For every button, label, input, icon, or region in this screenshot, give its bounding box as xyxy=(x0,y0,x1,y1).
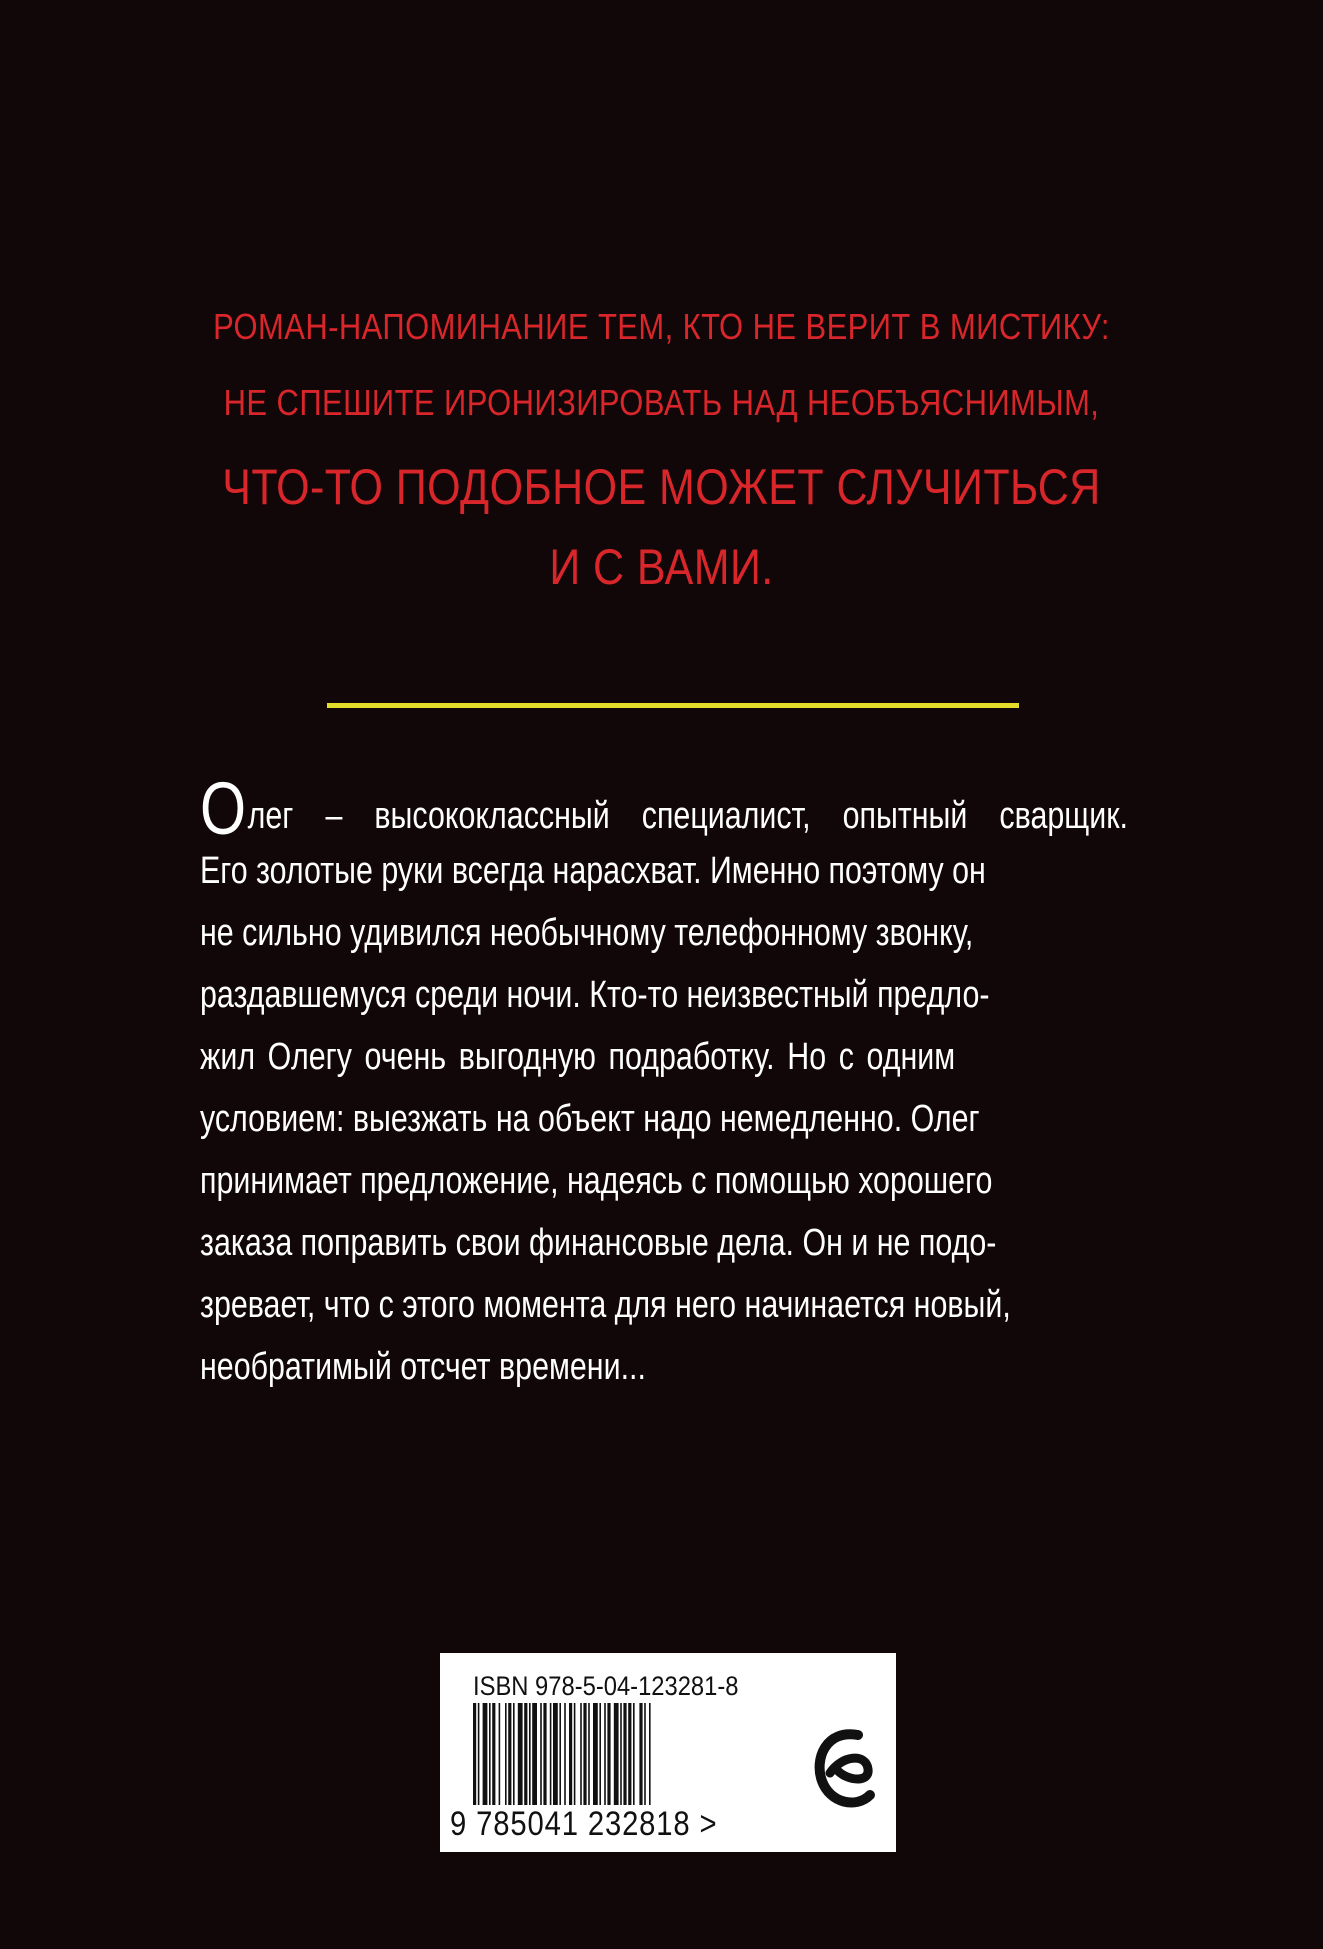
annotation-line-9: зревает, что с этого момента для него начинается новый, xyxy=(200,1284,1011,1326)
tagline-line-1: РОМАН-НАПОМИНАНИЕ ТЕМ, КТО НЕ ВЕРИТ В МИСТИКУ: xyxy=(213,306,1110,347)
tagline-line-2: НЕ СПЕШИТЕ ИРОНИЗИРОВАТЬ НАД НЕОБЪЯСНИМЫМ, xyxy=(223,382,1100,423)
annotation-line-4: раздавшемуся среди ночи. Кто-то неизвестный предло- xyxy=(200,974,990,1016)
tagline-line-4: И С ВАМИ. xyxy=(549,539,774,595)
annotation-line-1 xyxy=(200,767,1128,850)
annotation-line-7: принимает предложение, надеясь с помощью хорошего xyxy=(200,1160,993,1202)
barcode-digits: 9 785041 232818 > xyxy=(450,1805,718,1843)
isbn-barcode-block xyxy=(440,1653,896,1852)
eksmo-logo-icon xyxy=(808,1715,878,1825)
yellow-divider xyxy=(327,703,1019,708)
isbn-label: ISBN 978-5-04-123281-8 xyxy=(473,1671,739,1701)
annotation-line-5: жил Олегу очень выгодную подработку. Но с одним xyxy=(200,1036,956,1078)
drop-cap: О xyxy=(200,767,247,850)
annotation-line-2: Его золотые руки всегда нарасхват. Именно поэтому он xyxy=(200,850,986,892)
tagline-line-3: ЧТО-ТО ПОДОБНОЕ МОЖЕТ СЛУЧИТЬСЯ xyxy=(222,459,1101,515)
annotation-line-3: не сильно удивился необычному телефонному звонку, xyxy=(200,912,974,954)
annotation-line-1-text: лег – высококлассный специалист, опытный сварщик. xyxy=(247,795,1128,837)
annotation-line-6: условием: выезжать на объект надо немедленно. Олег xyxy=(200,1098,980,1140)
annotation-line-10: необратимый отсчет времени... xyxy=(200,1346,646,1388)
annotation-line-8: заказа поправить свои финансовые дела. Он и не подо- xyxy=(200,1222,997,1264)
